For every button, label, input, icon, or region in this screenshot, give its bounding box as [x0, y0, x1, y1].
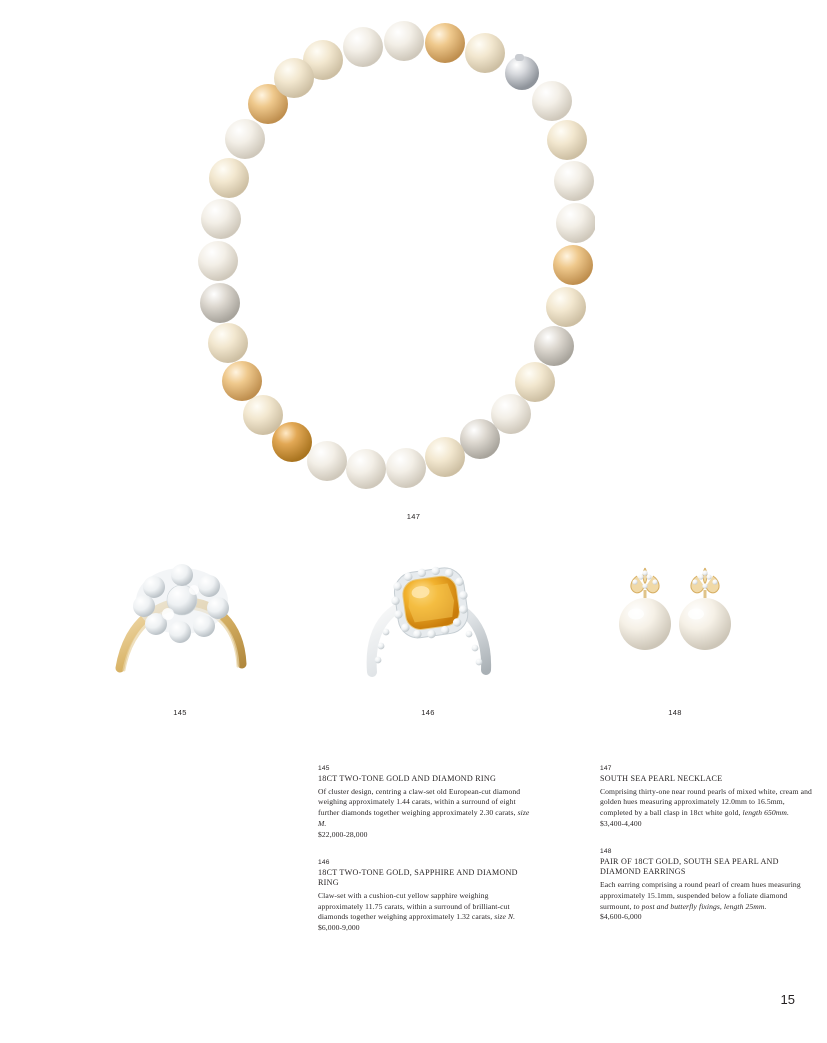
lot-number: 148: [600, 847, 612, 855]
lot-entry-146: [318, 859, 533, 934]
lot-entry-147: [600, 765, 815, 830]
lot-title: 18CT TWO-TONE GOLD, SAPPHIRE AND DIAMOND RING: [318, 867, 518, 888]
lot-column-left: [318, 765, 533, 952]
sapphire-ring-illustration: [338, 560, 518, 690]
necklace-image: [175, 18, 595, 508]
lot-title: SOUTH SEA PEARL NECKLACE: [600, 774, 723, 783]
lot-number: 145: [318, 765, 330, 772]
lot-estimate: $3,400-4,400: [600, 819, 642, 829]
cluster-ring-illustration: [90, 560, 270, 690]
lot-number: 146: [318, 858, 330, 866]
figure-caption-146: 146: [421, 708, 435, 717]
lot-estimate: $22,000-28,000: [318, 829, 368, 839]
page-number: 15: [780, 992, 795, 1007]
ring-145-image: [90, 560, 270, 685]
lot-entry-148: [600, 848, 815, 923]
figure-caption-147: 147: [406, 512, 421, 521]
lot-estimate: $4,600-6,000: [600, 912, 642, 922]
lot-description: Of cluster design, centring a claw-set old European-cut diamond weighing approximately 1.44 carats, within a surround of eight further diamonds together weighing approximately 2.30 carats, size M.: [318, 786, 530, 829]
ring-146-image: [338, 560, 518, 685]
necklace-illustration: [175, 18, 595, 508]
lot-description: Each earring comprising a round pearl of cream hues measuring approximately 15.1mm, suspended below a foliate diamond surmount, to post and butterfly fixings, length 25mm.: [600, 880, 801, 911]
figure-caption-145: 145: [173, 708, 187, 717]
lot-title: 18CT TWO-TONE GOLD AND DIAMOND RING: [318, 774, 497, 783]
earrings-148-image: [585, 560, 765, 685]
pearl-earrings-illustration: [585, 560, 765, 690]
lot-entry-145: [318, 765, 533, 841]
figure-row: [0, 560, 827, 720]
figure-caption-148: 148: [668, 708, 682, 717]
lot-column-right: [600, 765, 815, 941]
lot-estimate: $6,000-9,000: [318, 923, 360, 933]
lot-description: Comprising thirty-one near round pearls of mixed white, cream and golden hues measuring approximately 12.0mm to 16.5mm, completed by a ball clasp in 18ct white gold, length 650mm.: [600, 786, 812, 818]
lot-title: PAIR OF 18CT GOLD, SOUTH SEA PEARL AND DIAMOND EARRINGS: [600, 856, 779, 877]
lot-description: Claw-set with a cushion-cut yellow sapphire weighing approximately 11.75 carats, within a surround of brilliant-cut diamonds together weighing approximately 1.32 carats, size N.: [318, 890, 516, 922]
lot-number: 147: [600, 765, 612, 772]
